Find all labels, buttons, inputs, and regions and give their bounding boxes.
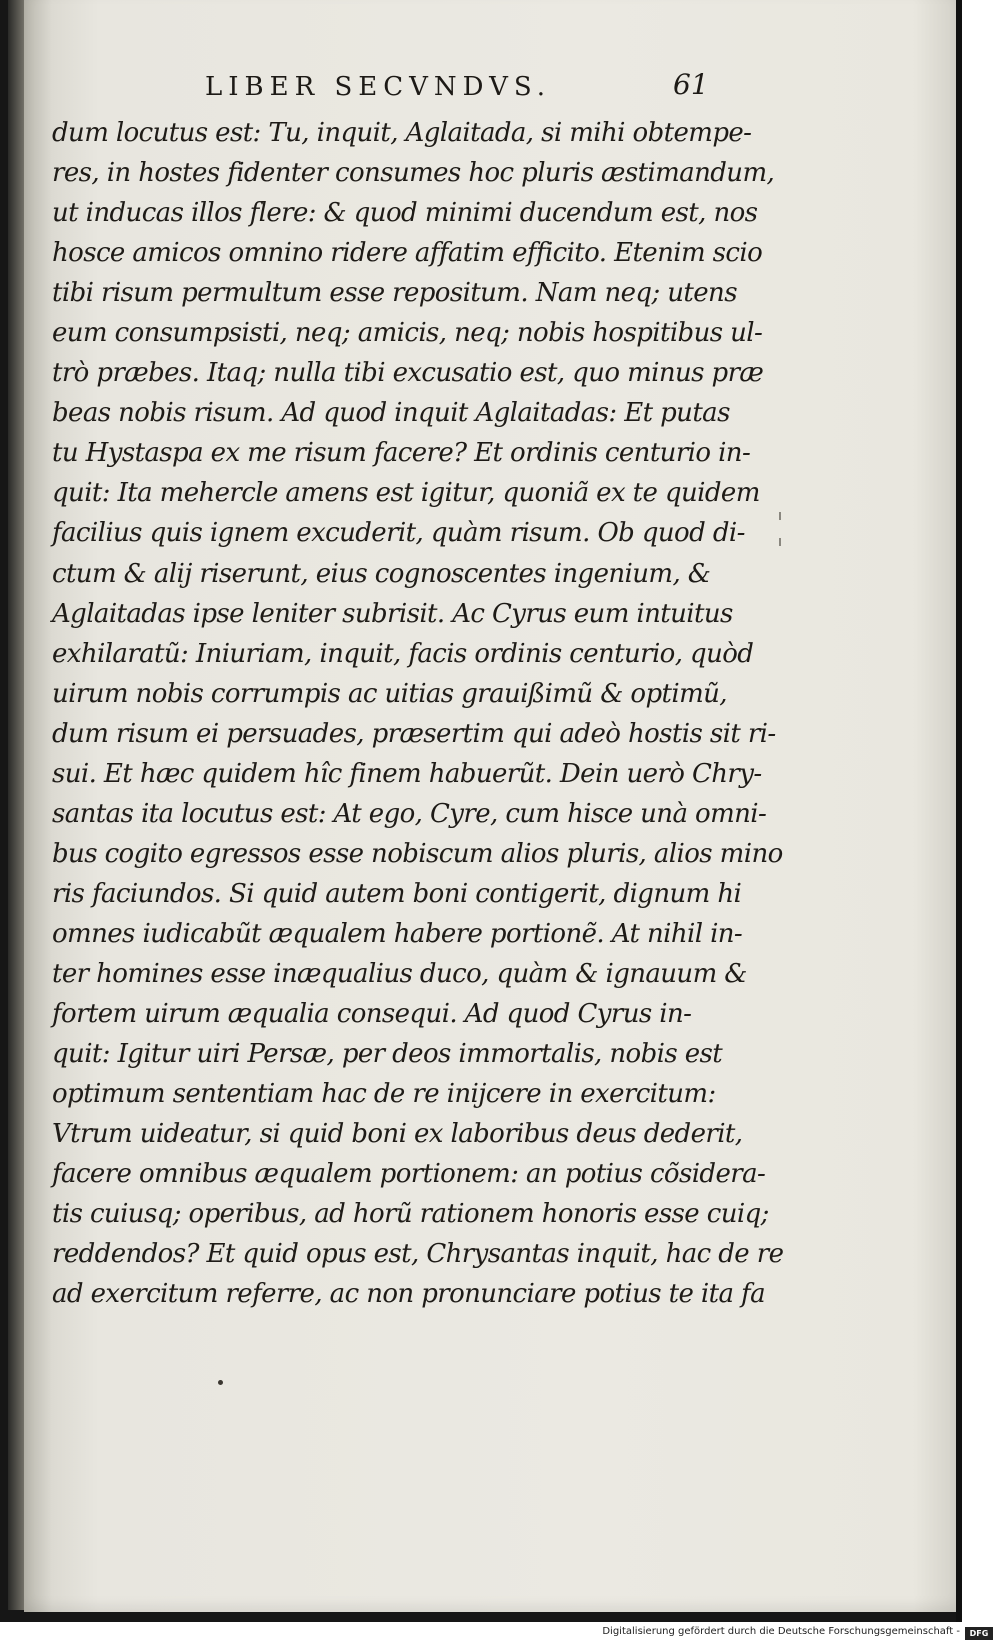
text-line: beas nobis risum. Ad quod inquit Aglaitadas: Et putas bbox=[52, 398, 730, 429]
text-line: uirum nobis corrumpis ac uitias grauißimũ & optimũ, bbox=[52, 678, 727, 709]
page-edge bbox=[956, 0, 962, 1622]
body-text bbox=[52, 113, 784, 1314]
text-line: santas ita locutus est: At ego, Cyre, cum hisce unà omni- bbox=[52, 798, 767, 829]
text-line: quit: Ita mehercle amens est igitur, quoniã ex te quidem bbox=[52, 478, 760, 509]
text-line: hosce amicos omnino ridere affatim efficito. Etenim scio bbox=[52, 238, 763, 269]
text-line: optimum sententiam hac de re inijcere in exercitum: bbox=[52, 1079, 716, 1110]
text-line: ctum & alij riserunt, eius cognoscentes ingenium, & bbox=[52, 558, 711, 589]
ink-speck bbox=[218, 1380, 223, 1385]
text-line: tis cuiusq; operibus, ad horũ rationem honoris esse cuiq; bbox=[52, 1199, 769, 1230]
text-line: facilius quis ignem excuderit, quàm risum. Ob quod di- bbox=[52, 518, 745, 549]
text-line: exhilaratũ: Iniuriam, inquit, facis ordinis centurio, quòd bbox=[52, 638, 754, 669]
text-line: Aglaitadas ipse leniter subrisit. Ac Cyrus eum intuitus bbox=[52, 598, 733, 629]
text-line: ut inducas illos flere: & quod minimi ducendum est, nos bbox=[52, 198, 758, 229]
text-line: dum locutus est: Tu, inquit, Aglaitada, si mihi obtempe- bbox=[52, 118, 752, 148]
text-line: sui. Et hæc quidem hîc finem habuerũt. Dein uerò Chry- bbox=[52, 758, 762, 789]
text-line: omnes iudicabũt æqualem habere portionẽ. At nihil in- bbox=[52, 918, 743, 949]
text-line: res, in hostes fidenter consumes hoc pluris æstimandum, bbox=[52, 158, 775, 189]
page-number: 61 bbox=[673, 68, 709, 101]
margin-mark bbox=[779, 538, 781, 546]
text-line: bus cogito egressos esse nobiscum alios pluris, alios mino bbox=[52, 838, 783, 869]
margin-mark bbox=[779, 512, 781, 520]
text-line: facere omnibus æqualem portionem: an potius cõsidera- bbox=[52, 1159, 766, 1190]
text-line: ad exercitum referre, ac non pronunciare potius te ita fa bbox=[52, 1279, 765, 1310]
text-line: Vtrum uideatur, si quid boni ex laboribus deus dederit, bbox=[52, 1119, 743, 1150]
text-line: ris faciundos. Si quid autem boni contigerit, dignum hi bbox=[52, 878, 742, 909]
text-line: eum consumpsisti, neq; amicis, neq; nobis hospitibus ul- bbox=[52, 318, 763, 349]
funding-notice: Digitalisierung gefördert durch die Deutsche Forschungsgemeinschaft - bbox=[602, 1626, 960, 1637]
text-line: dum risum ei persuades, præsertim qui adeò hostis sit ri- bbox=[52, 718, 776, 749]
dfg-logo: DFG bbox=[965, 1627, 993, 1640]
text-line: tu Hystaspa ex me risum facere? Et ordinis centurio in- bbox=[52, 438, 751, 469]
running-head: LIBER SECVNDVS. bbox=[205, 72, 551, 102]
text-line: fortem uirum æqualia consequi. Ad quod Cyrus in- bbox=[52, 999, 692, 1030]
text-line: tibi risum permultum esse repositum. Nam neq; utens bbox=[52, 278, 737, 309]
text-line: reddendos? Et quid opus est, Chrysantas inquit, hac de re bbox=[52, 1239, 784, 1270]
text-line: ter homines esse inæqualius duco, quàm & ignauum & bbox=[52, 958, 747, 989]
text-line: quit: Igitur uiri Persæ, per deos immortalis, nobis est bbox=[52, 1039, 723, 1070]
text-line: trò præbes. Itaq; nulla tibi excusatio est, quo minus præ bbox=[52, 358, 764, 389]
